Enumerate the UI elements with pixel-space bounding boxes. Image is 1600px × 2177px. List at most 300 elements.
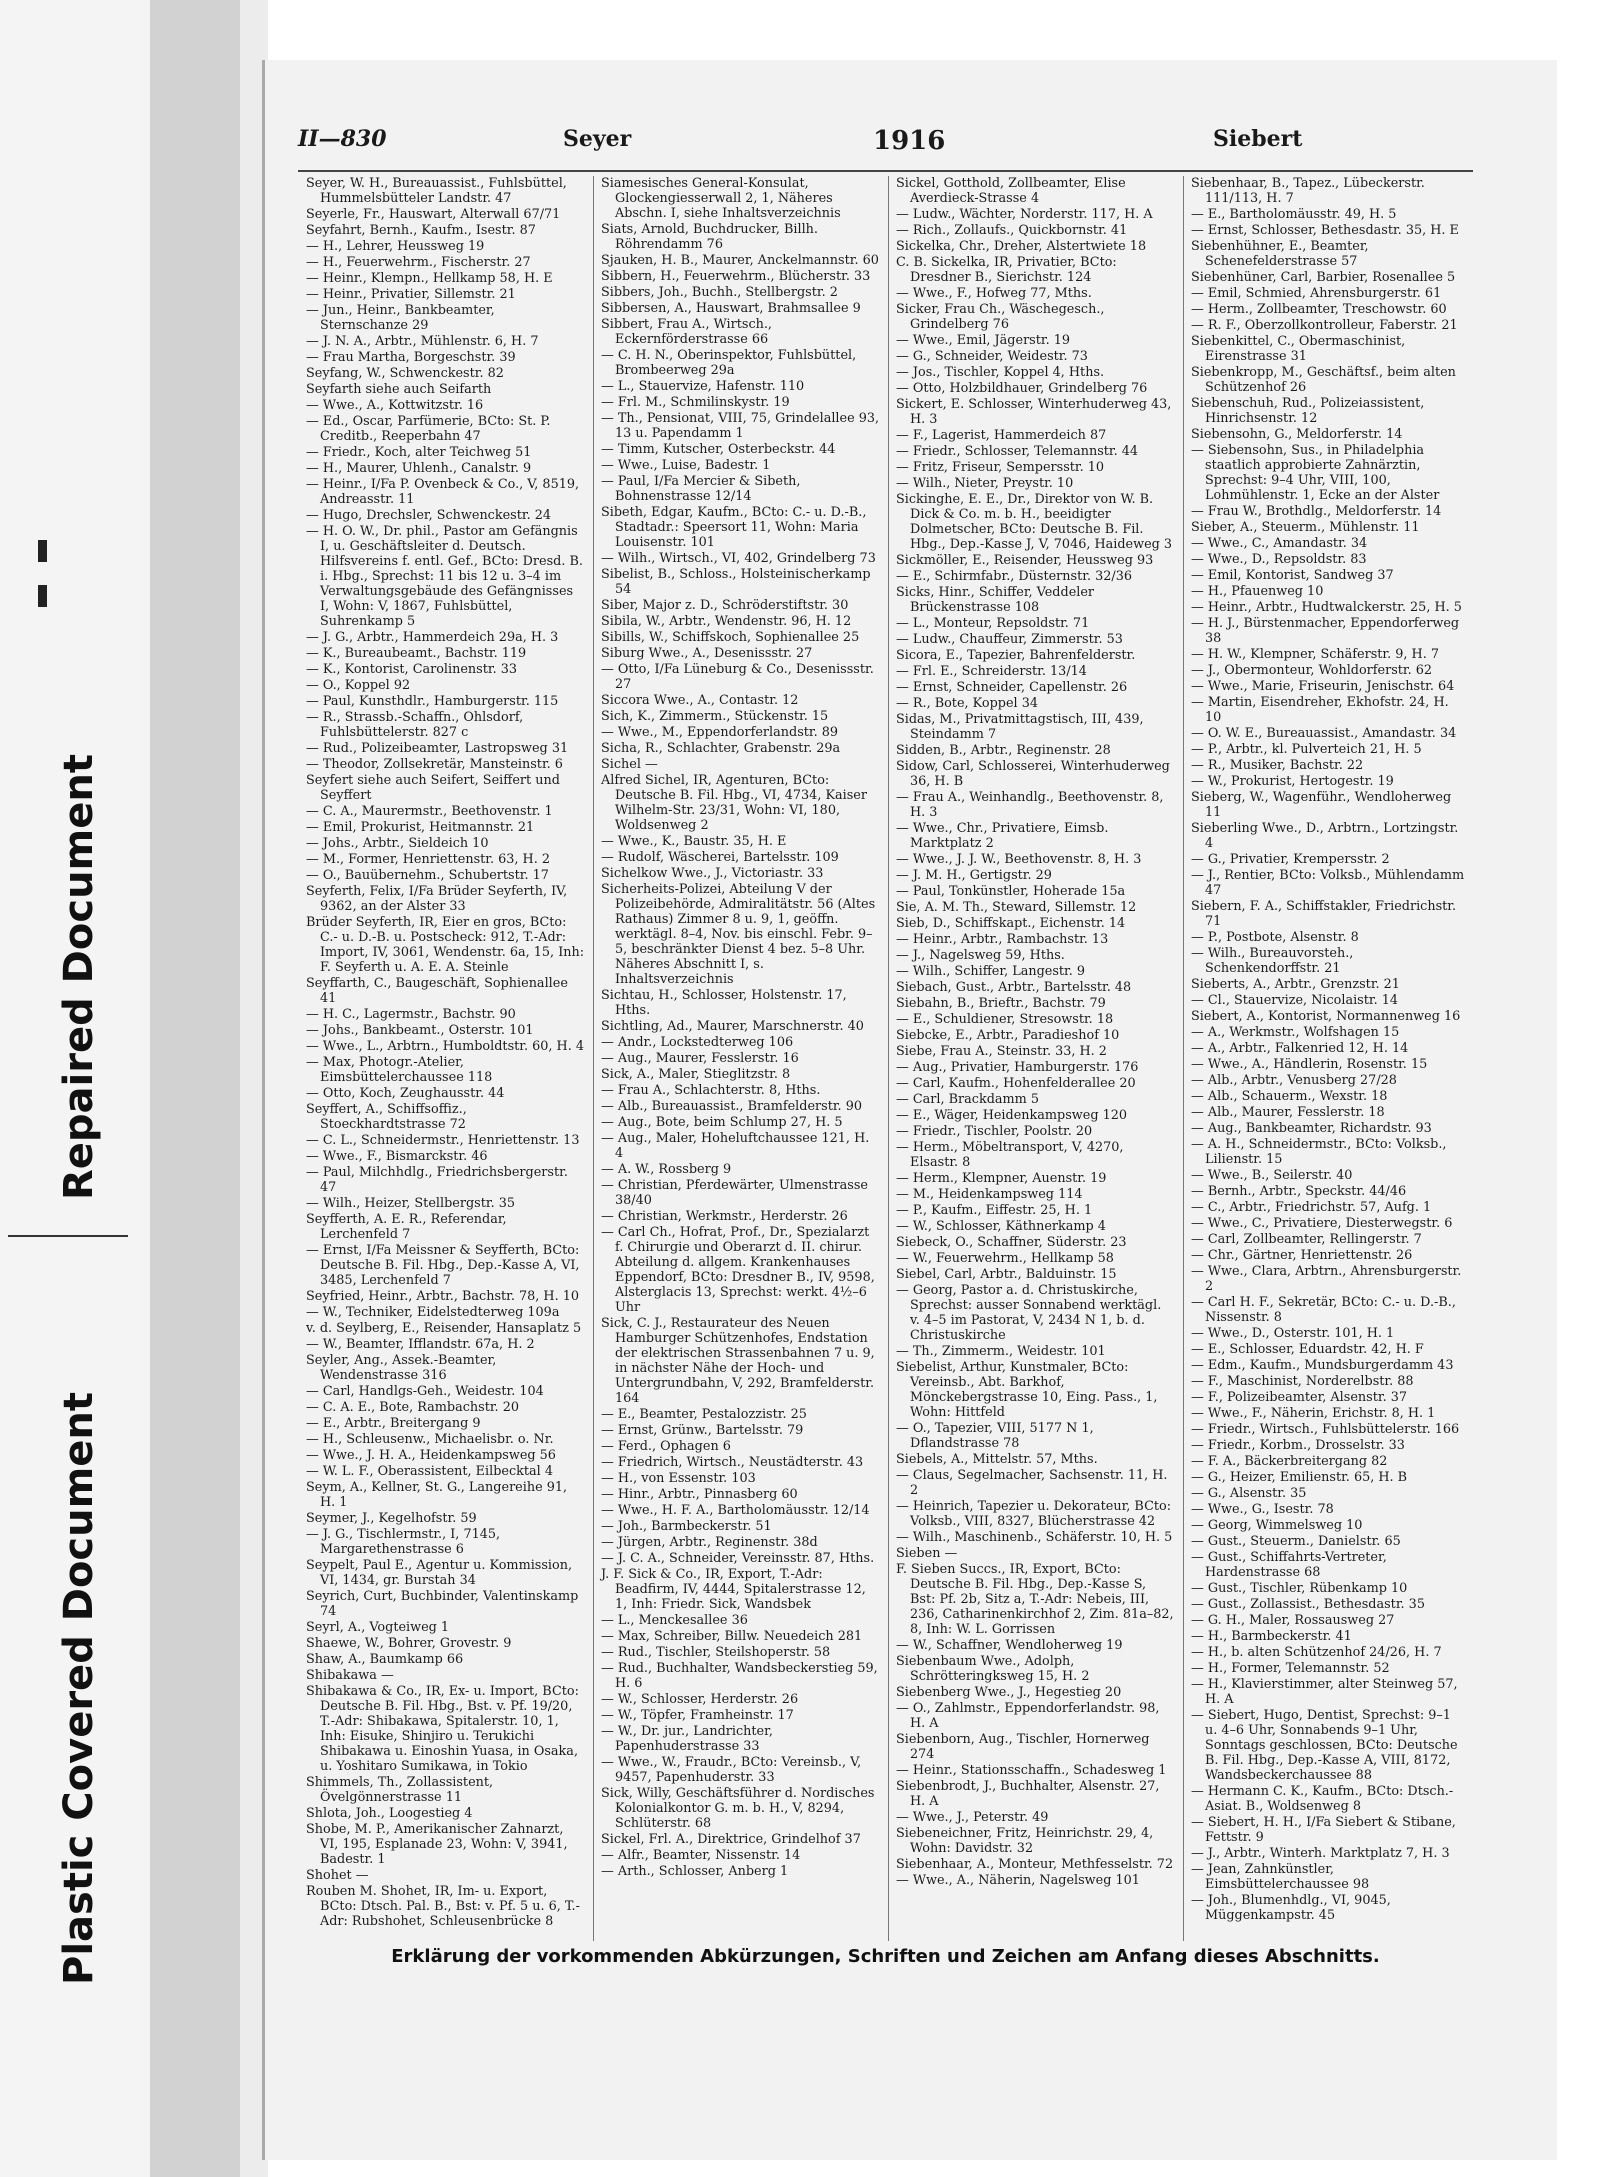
directory-entry: — Wwe., Emil, Jägerstr. 19 <box>896 333 1071 348</box>
directory-column-1 <box>298 176 593 1941</box>
directory-entry: Seyfferth, A. E. R., Referendar, Lerchenfeld 7 <box>306 1212 507 1242</box>
directory-entry: — Ferd., Ophagen 6 <box>601 1439 731 1454</box>
directory-entry: — Heinr., Klempn., Hellkamp 58, H. E <box>306 271 553 286</box>
directory-entry: — E., Wäger, Heidenkampsweg 120 <box>896 1108 1128 1123</box>
directory-entry: — Wwe., A., Händlerin, Rosenstr. 15 <box>1191 1057 1428 1072</box>
directory-entry: Siebenhaar, A., Monteur, Methfesselstr. 72 <box>896 1857 1174 1872</box>
directory-entry: — Georg, Wimmelsweg 10 <box>1191 1518 1363 1533</box>
directory-entry: Seyfang, W., Schwenckestr. 82 <box>306 366 504 381</box>
directory-entry: — G., Heizer, Emilienstr. 65, H. B <box>1191 1470 1408 1485</box>
directory-entry: — Frau A., Weinhandlg., Beethovenstr. 8, H. 3 <box>896 790 1164 820</box>
directory-entry: — Carl, Zollbeamter, Rellingerstr. 7 <box>1191 1232 1422 1247</box>
directory-entry: — C. A. E., Bote, Rambachstr. 20 <box>306 1400 519 1415</box>
directory-entry: — Wwe., A., Näherin, Nagelsweg 101 <box>896 1873 1140 1888</box>
directory-entry: Brüder Seyferth, IR, Eier en gros, BCto: C.- u. D.-B. u. Postscheck: 912, T.-Adr: Import, IV, 3061, Wendenstr. 6a, 15, Inh: F. Seyferth u. A. E. A. Steinle <box>306 915 585 975</box>
directory-entry: — W., Schaffner, Wendloherweg 19 <box>896 1638 1123 1653</box>
directory-entry: — Wwe., B., Seilerstr. 40 <box>1191 1168 1353 1183</box>
directory-entry: Siburg Wwe., A., Desenissstr. 27 <box>601 646 813 661</box>
directory-entry: Seym, A., Kellner, St. G., Langereihe 91, H. 1 <box>306 1480 568 1510</box>
directory-entry: — H. W., Klempner, Schäferstr. 9, H. 7 <box>1191 647 1439 662</box>
directory-entry: Seyfarth siehe auch Seifarth <box>306 382 492 397</box>
directory-entry: — Christian, Werkmstr., Herderstr. 26 <box>601 1209 848 1224</box>
directory-entry: — Friedr., Koch, alter Teichweg 51 <box>306 445 532 460</box>
directory-entry: — J. G., Arbtr., Hammerdeich 29a, H. 3 <box>306 630 559 645</box>
directory-entry: — G., Schneider, Weidestr. 73 <box>896 349 1088 364</box>
directory-entry: Sichelkow Wwe., J., Victoriastr. 33 <box>601 866 824 881</box>
directory-entry: — Friedr., Schlosser, Telemannstr. 44 <box>896 444 1139 459</box>
directory-entry: — Hinr., Arbtr., Pinnasberg 60 <box>601 1487 798 1502</box>
directory-entry: Siebelist, Arthur, Kunstmaler, BCto: Vereinsb., Abt. Barkhof, Mönckebergstrasse 10, Eing. Pass., 1, Wohn: Hittfeld <box>896 1360 1158 1420</box>
directory-entry: Sibila, W., Arbtr., Wendenstr. 96, H. 12 <box>601 614 852 629</box>
directory-entry: Sidow, Carl, Schlosserei, Winterhuderweg 36, H. B <box>896 759 1170 789</box>
directory-entry: — Wwe., J., Peterstr. 49 <box>896 1810 1049 1825</box>
directory-entry: Sicha, R., Schlachter, Grabenstr. 29a <box>601 741 841 756</box>
directory-entry: Sickel, Frl. A., Direktrice, Grindelhof 37 <box>601 1832 861 1847</box>
directory-entry: — J., Obermonteur, Wohldorferstr. 62 <box>1191 663 1433 678</box>
directory-entry: — Heinr., Arbtr., Hudtwalckerstr. 25, H. 5 <box>1191 600 1462 615</box>
directory-entry: Siebahn, B., Brieftr., Bachstr. 79 <box>896 996 1106 1011</box>
directory-entry: — Gust., Tischler, Rübenkamp 10 <box>1191 1581 1408 1596</box>
directory-entry: Sibbersen, A., Hauswart, Brahmsallee 9 <box>601 301 861 316</box>
directory-entry: Shohet — <box>306 1868 369 1883</box>
directory-entry: Sidas, M., Privatmittagstisch, III, 439, Steindamm 7 <box>896 712 1144 742</box>
directory-entry: — Wwe., K., Baustr. 35, H. E <box>601 834 787 849</box>
directory-entry: Siebenhüner, Carl, Barbier, Rosenallee 5 <box>1191 270 1456 285</box>
directory-entry: Siebenhaar, B., Tapez., Lübeckerstr. 111/113, H. 7 <box>1191 176 1425 206</box>
directory-entry: — R., Bote, Koppel 34 <box>896 696 1038 711</box>
directory-entry: — Wwe., H. F. A., Bartholomäusstr. 12/14 <box>601 1503 870 1518</box>
directory-entry: Sibbers, Joh., Buchh., Stellbergstr. 2 <box>601 285 838 300</box>
directory-entry: — Johs., Bankbeamt., Osterstr. 101 <box>306 1023 534 1038</box>
directory-entry: — W., Prokurist, Hertogestr. 19 <box>1191 774 1394 789</box>
directory-entry: — W., Feuerwehrm., Hellkamp 58 <box>896 1251 1114 1266</box>
directory-entry: — W. L. F., Oberassistent, Eilbecktal 4 <box>306 1464 553 1479</box>
directory-entry: — Carl Ch., Hofrat, Prof., Dr., Spezialarzt f. Chirurgie und Oberarzt d. II. chirur. Abteilung d. allgem. Krankenhauses Eppendorf, BCto: Dresdner B., IV, 9598, Alsterglacis 13, Sprechst: werkt. 4½–6 Uhr <box>601 1225 875 1315</box>
directory-entry: — G. H., Maler, Rossausweg 27 <box>1191 1613 1395 1628</box>
directory-entry: — Gust., Schiffahrts-Vertreter, Hardenstrasse 68 <box>1191 1550 1387 1580</box>
directory-entry: — Wwe., Chr., Privatiere, Eimsb. Marktplatz 2 <box>896 821 1109 851</box>
directory-entry: Sick, C. J., Restaurateur des Neuen Hamburger Schützenhofes, Endstation der elektrischen Strassenbahnen 7 u. 9, in nächster Nähe der Hoch- und Untergrundbahn, V, 292, Bramfelderstr. 164 <box>601 1316 875 1406</box>
directory-entry: Sieb, D., Schiffskapt., Eichenstr. 14 <box>896 916 1126 931</box>
directory-entry: — H., Maurer, Uhlenh., Canalstr. 9 <box>306 461 532 476</box>
directory-entry: Sickel, Gotthold, Zollbeamter, Elise Averdieck-Strasse 4 <box>896 176 1126 206</box>
directory-entry: — Joh., Barmbeckerstr. 51 <box>601 1519 772 1534</box>
directory-entry: Siamesisches General-Konsulat, Glockengiesserwall 2, 1, Näheres Abschn. I, siehe Inhaltsverzeichnis <box>601 176 841 221</box>
directory-entry: Sieben — <box>896 1546 958 1561</box>
directory-entry: — Alb., Schauerm., Wexstr. 18 <box>1191 1089 1388 1104</box>
directory-entry: — Wilh., Heizer, Stellbergstr. 35 <box>306 1196 515 1211</box>
directory-entry: Sickinghe, E. E., Dr., Direktor von W. B. Dick & Co. m. b. H., beeidigter Dolmetscher, BCto: Deutsche B. Fil. Hbg., Dep.-Kasse J, V, 7046, Haideweg 3 <box>896 492 1173 552</box>
directory-entry: — Carl, Brackdamm 5 <box>896 1092 1040 1107</box>
directory-entry: — C. A., Maurermstr., Beethovenstr. 1 <box>306 804 553 819</box>
directory-entry: Seymer, J., Kegelhofstr. 59 <box>306 1511 477 1526</box>
header-first-name: Seyer <box>563 126 632 152</box>
directory-entry: — Timm, Kutscher, Osterbeckstr. 44 <box>601 442 836 457</box>
directory-entry: — Ed., Oscar, Parfümerie, BCto: St. P. Creditb., Reeperbahn 47 <box>306 414 551 444</box>
directory-entry: — Th., Pensionat, VIII, 75, Grindelallee 93, 13 u. Papendamm 1 <box>601 411 880 441</box>
directory-entry: Shaw, A., Baumkamp 66 <box>306 1652 464 1667</box>
directory-entry: — Johs., Arbtr., Sieldeich 10 <box>306 836 489 851</box>
directory-entry: — Edm., Kaufm., Mundsburgerdamm 43 <box>1191 1358 1454 1373</box>
directory-entry: — H. O. W., Dr. phil., Pastor am Gefängnis I, u. Geschäftsleiter d. Deutsch. Hilfsvereins f. entl. Gef., BCto: Dresd. B. i. Hbg., Sprechst: 11 bis 12 u. 3–4 im Verwaltungsgebäude des Gefängnisses I, Wohn: V, 1867, Fuhlsbüttel, Suhrenkamp 5 <box>306 524 583 629</box>
directory-entry: Sibelist, B., Schloss., Holsteinischerkamp 54 <box>601 567 871 597</box>
directory-entry: — Wilh., Maschinenb., Schäferstr. 10, H. 5 <box>896 1530 1173 1545</box>
directory-entry: — Chr., Gärtner, Henriettenstr. 26 <box>1191 1248 1413 1263</box>
directory-entry: — Hermann C. K., Kaufm., BCto: Dtsch.-Asiat. B., Woldsenweg 8 <box>1191 1784 1454 1814</box>
directory-entry: Sichtau, H., Schlosser, Holstenstr. 17, Hths. <box>601 988 847 1018</box>
directory-entry: — Bernh., Arbtr., Speckstr. 44/46 <box>1191 1184 1407 1199</box>
directory-entry: — P., Postbote, Alsenstr. 8 <box>1191 930 1359 945</box>
label-repaired-document: Repaired Document <box>56 754 102 1200</box>
abbreviations-note: Erklärung der vorkommenden Abkürzungen, Schriften und Zeichen am Anfang dieses Abschnitts. <box>391 1946 1380 1967</box>
directory-entry: — Frau A., Schlachterstr. 8, Hths. <box>601 1083 821 1098</box>
directory-entry: Seyffert, A., Schiffsoffiz., Stoeckhardtstrasse 72 <box>306 1102 467 1132</box>
directory-entry: — Paul, Tonkünstler, Hoherade 15a <box>896 884 1126 899</box>
directory-entry: — Wwe., F., Hofweg 77, Mths. <box>896 286 1092 301</box>
directory-entry: — Gust., Zollassist., Bethesdastr. 35 <box>1191 1597 1425 1612</box>
directory-entry: — Friedr., Korbm., Drosselstr. 33 <box>1191 1438 1405 1453</box>
directory-entry: J. F. Sick & Co., IR, Export, T.-Adr: Beadfirm, IV, 4444, Spitalerstrasse 12, 1, Inh: Friedr. Sick, Wandsbek <box>601 1567 866 1612</box>
directory-entry: — A., Werkmstr., Wolfshagen 15 <box>1191 1025 1400 1040</box>
directory-entry: — E., Beamter, Pestalozzistr. 25 <box>601 1407 807 1422</box>
directory-entry: — Max, Photogr.-Atelier, Eimsbüttelerchaussee 118 <box>306 1055 493 1085</box>
directory-entry: Seypelt, Paul E., Agentur u. Kommission, VI, 1434, gr. Burstah 34 <box>306 1558 573 1588</box>
directory-entry: — Siebert, Hugo, Dentist, Sprechst: 9–1 u. 4–6 Uhr, Sonnabends 9–1 Uhr, Sonntags geschlossen, BCto: Deutsche B. Fil. Hbg., Dep.-Kasse A, VIII, 8172, Wandsbeckerchaussee 88 <box>1191 1708 1458 1783</box>
directory-entry: Siebcke, E., Arbtr., Paradieshof 10 <box>896 1028 1120 1043</box>
directory-entry: — Wilh., Wirtsch., VI, 402, Grindelberg 73 <box>601 551 876 566</box>
directory-entry: — F. A., Bäckerbreitergang 82 <box>1191 1454 1388 1469</box>
directory-entry: — Friedr., Tischler, Poolstr. 20 <box>896 1124 1093 1139</box>
directory-entry: Sidden, B., Arbtr., Reginenstr. 28 <box>896 743 1111 758</box>
directory-entry: — Fritz, Friseur, Sempersstr. 10 <box>896 460 1105 475</box>
directory-entry: — Otto, Koch, Zeughausstr. 44 <box>306 1086 505 1101</box>
directory-entry: — Joh., Blumenhdlg., VI, 9045, Müggenkampstr. 45 <box>1191 1893 1391 1923</box>
directory-entry: — Jun., Heinr., Bankbeamter, Sternschanze 29 <box>306 303 495 333</box>
directory-entry: — Aug., Bankbeamter, Richardstr. 93 <box>1191 1121 1432 1136</box>
directory-entry: — Ernst, Schneider, Capellenstr. 26 <box>896 680 1128 695</box>
margin-strip-gray <box>150 0 240 2177</box>
directory-entry: — J. M. H., Gertigstr. 29 <box>896 868 1052 883</box>
directory-entry: — Friedr., Wirtsch., Fuhlsbüttelerstr. 166 <box>1191 1422 1460 1437</box>
directory-entry: — L., Stauervize, Hafenstr. 110 <box>601 379 805 394</box>
directory-entry: — Carl, Handlgs-Geh., Weidestr. 104 <box>306 1384 544 1399</box>
directory-entry: — Wilh., Nieter, Preystr. 10 <box>896 476 1074 491</box>
directory-entry: Siebenkittel, C., Obermaschinist, Eirenstrasse 31 <box>1191 334 1406 364</box>
directory-entry: — Heinr., I/Fa P. Ovenbeck & Co., V, 8519, Andreasstr. 11 <box>306 477 580 507</box>
directory-entry: Seyerle, Fr., Hauswart, Alterwall 67/71 <box>306 207 561 222</box>
directory-entry: Shlota, Joh., Loogestieg 4 <box>306 1806 473 1821</box>
directory-entry: — Aug., Bote, beim Schlump 27, H. 5 <box>601 1115 843 1130</box>
directory-entry: — J. N. A., Arbtr., Mühlenstr. 6, H. 7 <box>306 334 539 349</box>
directory-entry: Seyler, Ang., Assek.-Beamter, Wendenstrasse 316 <box>306 1353 497 1383</box>
directory-entry: Sicker, Frau Ch., Wäschegesch., Grindelberg 76 <box>896 302 1105 332</box>
directory-entry: — F., Lagerist, Hammerdeich 87 <box>896 428 1107 443</box>
directory-entry: Shibakawa — <box>306 1668 394 1683</box>
directory-entry: Siebach, Gust., Arbtr., Bartelsstr. 48 <box>896 980 1132 995</box>
directory-entry: — Wwe., D., Osterstr. 101, H. 1 <box>1191 1326 1395 1341</box>
directory-entry: Sieberg, W., Wagenführ., Wendloherweg 11 <box>1191 790 1452 820</box>
directory-entry: — H., von Essenstr. 103 <box>601 1471 756 1486</box>
directory-entry: Siebenschuh, Rud., Polizeiassistent, Hinrichsenstr. 12 <box>1191 396 1425 426</box>
directory-entry: — Wilh., Bureauvorsteh., Schenkendorffstr. 21 <box>1191 946 1354 976</box>
directory-entry: — K., Kontorist, Carolinenstr. 33 <box>306 662 518 677</box>
directory-column-2 <box>593 176 888 1941</box>
directory-entry: — E., Schlosser, Eduardstr. 42, H. F <box>1191 1342 1424 1357</box>
directory-entry: Sibbert, Frau A., Wirtsch., Eckernförderstrasse 66 <box>601 317 772 347</box>
directory-entry: — Wwe., J. H. A., Heidenkampsweg 56 <box>306 1448 556 1463</box>
directory-entry: — J., Nagelsweg 59, Hths. <box>896 948 1065 963</box>
margin-dash-mark <box>38 585 47 607</box>
directory-entry: — H., Pfauenweg 10 <box>1191 584 1324 599</box>
directory-entry: — Aug., Maurer, Fesslerstr. 16 <box>601 1051 799 1066</box>
header-last-name: Siebert <box>1213 126 1303 152</box>
header-year: 1916 <box>873 126 946 156</box>
directory-entry: — Jean, Zahnkünstler, Eimsbüttelerchaussee 98 <box>1191 1862 1370 1892</box>
directory-entry: — Alb., Bureauassist., Bramfelderstr. 90 <box>601 1099 862 1114</box>
directory-entry: Siebenkropp, M., Geschäftsf., beim alten Schützenhof 26 <box>1191 365 1456 395</box>
directory-entry: — Herm., Zollbeamter, Treschowstr. 60 <box>1191 302 1447 317</box>
directory-entry: — L., Menckesallee 36 <box>601 1613 748 1628</box>
directory-entry: Seyfert siehe auch Seifert, Seiffert und Seyffert <box>306 773 560 803</box>
directory-entry: — Wwe., F., Bismarckstr. 46 <box>306 1149 488 1164</box>
directory-entry: — Paul, Milchhdlg., Friedrichsbergerstr. 47 <box>306 1165 568 1195</box>
directory-entry: — Heinr., Privatier, Sillemstr. 21 <box>306 287 516 302</box>
directory-entry: — R., Musiker, Bachstr. 22 <box>1191 758 1364 773</box>
directory-entry: Seyrich, Curt, Buchbinder, Valentinskamp 74 <box>306 1589 579 1619</box>
header-rule <box>298 170 1473 172</box>
directory-entry: — Heinrich, Tapezier u. Dekorateur, BCto: Volksb., VIII, 8327, Blücherstrasse 42 <box>896 1499 1172 1529</box>
directory-entry: — M., Former, Henriettenstr. 63, H. 2 <box>306 852 550 867</box>
label-plastic-covered-document: Plastic Covered Document <box>56 1391 102 1985</box>
directory-entry: — Wwe., J. J. W., Beethovenstr. 8, H. 3 <box>896 852 1142 867</box>
directory-entry: Sich, K., Zimmerm., Stückenstr. 15 <box>601 709 829 724</box>
directory-entry: — Carl, Kaufm., Hohenfelderallee 20 <box>896 1076 1136 1091</box>
directory-entry: Siber, Major z. D., Schröderstiftstr. 30 <box>601 598 849 613</box>
directory-entry: — Alb., Maurer, Fesslerstr. 18 <box>1191 1105 1385 1120</box>
directory-entry: — Claus, Segelmacher, Sachsenstr. 11, H. 2 <box>896 1468 1168 1498</box>
running-header <box>298 120 1473 166</box>
directory-entry: Sieber, A., Steuerm., Mühlenstr. 11 <box>1191 520 1420 535</box>
directory-entry: Seyrl, A., Vogteiweg 1 <box>306 1620 450 1635</box>
directory-entry: — H., Barmbeckerstr. 41 <box>1191 1629 1352 1644</box>
directory-entry: — Andr., Lockstedterweg 106 <box>601 1035 794 1050</box>
directory-column-4 <box>1183 176 1473 1941</box>
directory-entry: — Rich., Zollaufs., Quickbornstr. 41 <box>896 223 1128 238</box>
directory-entry: — C. L., Schneidermstr., Henriettenstr. 13 <box>306 1133 580 1148</box>
directory-entry: — R. F., Oberzollkontrolleur, Faberstr. 21 <box>1191 318 1458 333</box>
directory-columns <box>298 176 1473 1941</box>
directory-entry: Siebenbaum Wwe., Adolph, Schrötteringksweg 15, H. 2 <box>896 1654 1090 1684</box>
directory-entry: Siebe, Frau A., Steinstr. 33, H. 2 <box>896 1044 1107 1059</box>
side-divider <box>8 1235 128 1237</box>
directory-entry: Shaewe, W., Bohrer, Grovestr. 9 <box>306 1636 512 1651</box>
directory-entry: Sicherheits-Polizei, Abteilung V der Polizeibehörde, Admiralitätstr. 56 (Altes Rathaus) Zimmer 8 u. 9, 1, geöffn. werktägl. 8–4, Nov. bis einschl. Febr. 9–5, beschränkter Dienst 4 bez. 5–8 Uhr. Näheres Abschnitt I, s. Inhaltsverzeichnis <box>601 882 876 987</box>
directory-entry: Shobe, M. P., Amerikanischer Zahnarzt, VI, 195, Esplanade 23, Wohn: V, 3941, Badestr. 1 <box>306 1822 568 1867</box>
directory-entry: — Herm., Möbeltransport, V, 4270, Elsastr. 8 <box>896 1140 1124 1170</box>
directory-entry: — Th., Zimmerm., Weidestr. 101 <box>896 1344 1106 1359</box>
directory-entry: — Siebensohn, Sus., in Philadelphia staatlich approbierte Zahnärztin, Sprechst: 9–4 Uhr, VIII, 100, Lohmühlenstr. 1, Ecke an der Alster <box>1191 443 1440 503</box>
directory-entry: — W., Schlosser, Herderstr. 26 <box>601 1692 799 1707</box>
directory-entry: Siccora Wwe., A., Contastr. 12 <box>601 693 799 708</box>
directory-entry: — M., Heidenkampsweg 114 <box>896 1187 1083 1202</box>
directory-entry: Sickelka, Chr., Dreher, Alstertwiete 18 <box>896 239 1147 254</box>
directory-entry: — Georg, Pastor a. d. Christuskirche, Sprechst: ausser Sonnabend werktägl. v. 4–5 im Pastorat, V, 2434 N 1, b. d. Christuskirche <box>896 1283 1162 1343</box>
directory-entry: — W., Töpfer, Framheinstr. 17 <box>601 1708 794 1723</box>
directory-entry: — H., Klavierstimmer, alter Steinweg 57, H. A <box>1191 1677 1458 1707</box>
directory-entry: — Herm., Klempner, Auenstr. 19 <box>896 1171 1107 1186</box>
directory-entry: — Wwe., C., Privatiere, Diesterwegstr. 6 <box>1191 1216 1453 1231</box>
directory-entry: — E., Schirmfabr., Düsternstr. 32/36 <box>896 569 1132 584</box>
directory-entry: — Heinr., Arbtr., Rambachstr. 13 <box>896 932 1109 947</box>
directory-entry: — O., Zahlmstr., Eppendorferlandstr. 98, H. A <box>896 1701 1160 1731</box>
directory-entry: Siats, Arnold, Buchdrucker, Billh. Röhrendamm 76 <box>601 222 818 252</box>
directory-entry: — P., Kaufm., Eiffestr. 25, H. 1 <box>896 1203 1093 1218</box>
directory-entry: v. d. Seylberg, E., Reisender, Hansaplatz 5 <box>306 1321 582 1336</box>
directory-entry: — Emil, Kontorist, Sandweg 37 <box>1191 568 1394 583</box>
directory-entry: — Otto, Holzbildhauer, Grindelberg 76 <box>896 381 1148 396</box>
directory-entry: — Rud., Polizeibeamter, Lastropsweg 31 <box>306 741 569 756</box>
directory-entry: — C. H. N., Oberinspektor, Fuhlsbüttel, Brombeerweg 29a <box>601 348 857 378</box>
directory-entry: — O. W. E., Bureauassist., Amandastr. 34 <box>1191 726 1457 741</box>
directory-entry: — A. H., Schneidermstr., BCto: Volksb., Lilienstr. 15 <box>1191 1137 1447 1167</box>
directory-entry: — Ludw., Wächter, Norderstr. 117, H. A <box>896 207 1153 222</box>
directory-entry: — W., Schlosser, Käthnerkamp 4 <box>896 1219 1106 1234</box>
directory-entry: — Wwe., Marie, Friseurin, Jenischstr. 64 <box>1191 679 1455 694</box>
margin-dash-mark <box>38 540 47 562</box>
directory-entry: — J., Rentier, BCto: Volksb., Mühlendamm 47 <box>1191 868 1465 898</box>
directory-entry: Sickert, E. Schlosser, Winterhuderweg 43, H. 3 <box>896 397 1172 427</box>
directory-entry: — Aug., Maler, Hoheluftchaussee 121, H. 4 <box>601 1131 870 1161</box>
directory-entry: — O., Tapezier, VIII, 5177 N 1, Dflandstrasse 78 <box>896 1421 1094 1451</box>
directory-entry: — W., Techniker, Eidelstedterweg 109a <box>306 1305 560 1320</box>
directory-entry: — F., Maschinist, Norderelbstr. 88 <box>1191 1374 1414 1389</box>
directory-entry: — Wwe., W., Fraudr., BCto: Vereinsb., V, 9457, Papenhuderstr. 33 <box>601 1755 862 1785</box>
directory-entry: — Paul, I/Fa Mercier & Sibeth, Bohnenstrasse 12/14 <box>601 474 801 504</box>
directory-entry: — O., Bauübernehm., Schubertstr. 17 <box>306 868 549 883</box>
directory-entry: — Emil, Prokurist, Heitmannstr. 21 <box>306 820 535 835</box>
directory-entry: — H., Former, Telemannstr. 52 <box>1191 1661 1390 1676</box>
directory-entry: Sieberling Wwe., D., Arbtrn., Lortzingstr. 4 <box>1191 821 1459 851</box>
directory-entry: — Wwe., C., Amandastr. 34 <box>1191 536 1368 551</box>
directory-entry: — H., Lehrer, Heussweg 19 <box>306 239 485 254</box>
directory-entry: — Ludw., Chauffeur, Zimmerstr. 53 <box>896 632 1123 647</box>
directory-entry: Sicora, E., Tapezier, Bahrenfelderstr. <box>896 648 1136 663</box>
directory-entry: — Max, Schreiber, Billw. Neuedeich 281 <box>601 1629 863 1644</box>
directory-entry: Sibills, W., Schiffskoch, Sophienallee 25 <box>601 630 860 645</box>
directory-entry: — C., Arbtr., Friedrichstr. 57, Aufg. 1 <box>1191 1200 1432 1215</box>
directory-entry: — Wwe., A., Kottwitzstr. 16 <box>306 398 484 413</box>
directory-entry: Sibbern, H., Feuerwehrm., Blücherstr. 33 <box>601 269 871 284</box>
directory-entry: — O., Koppel 92 <box>306 678 411 693</box>
directory-entry: Seyffarth, C., Baugeschäft, Sophienallee 41 <box>306 976 568 1006</box>
directory-entry: — K., Bureaubeamt., Bachstr. 119 <box>306 646 527 661</box>
directory-entry: — Wwe., G., Isestr. 78 <box>1191 1502 1334 1517</box>
directory-entry: — L., Monteur, Repsoldstr. 71 <box>896 616 1090 631</box>
directory-entry: Seyfried, Heinr., Arbtr., Bachstr. 78, H. 10 <box>306 1289 580 1304</box>
directory-entry: — Wwe., D., Repsoldstr. 83 <box>1191 552 1367 567</box>
directory-entry: — G., Privatier, Krempersstr. 2 <box>1191 852 1390 867</box>
directory-entry: — Wwe., Clara, Arbtrn., Ahrensburgerstr. 2 <box>1191 1264 1462 1294</box>
column-divider <box>1183 176 1184 1941</box>
directory-entry: — Wwe., F., Näherin, Erichstr. 8, H. 1 <box>1191 1406 1436 1421</box>
directory-entry: Siebels, A., Mittelstr. 57, Mths. <box>896 1452 1098 1467</box>
directory-entry: — H., Schleusenw., Michaelisbr. o. Nr. <box>306 1432 554 1447</box>
directory-entry: Seyferth, Felix, I/Fa Brüder Seyferth, IV, 9362, an der Alster 33 <box>306 884 568 914</box>
directory-entry: Siebenhühner, E., Beamter, Schenefelderstrasse 57 <box>1191 239 1369 269</box>
directory-entry: — W., Dr. jur., Landrichter, Papenhuderstrasse 33 <box>601 1724 773 1754</box>
directory-entry: — Siebert, H. H., I/Fa Siebert & Stibane, Fettstr. 9 <box>1191 1815 1456 1845</box>
directory-entry: — Frau Martha, Borgeschstr. 39 <box>306 350 516 365</box>
directory-entry: — H. J., Bürstenmacher, Eppendorferweg 38 <box>1191 616 1460 646</box>
directory-entry: Alfred Sichel, IR, Agenturen, BCto: Deutsche B. Fil. Hbg., VI, 4734, Kaiser Wilhelm-Str. 23/31, Wohn: VI, 180, Woldsenweg 2 <box>601 773 867 833</box>
directory-entry: — Wwe., L., Arbtrn., Humboldtstr. 60, H. 4 <box>306 1039 584 1054</box>
directory-entry: — Jürgen, Arbtr., Reginenstr. 38d <box>601 1535 818 1550</box>
directory-entry: — H., Feuerwehrm., Fischerstr. 27 <box>306 255 531 270</box>
directory-entry: — Heinr., Stationsschaffn., Schadesweg 1 <box>896 1763 1167 1778</box>
directory-entry: — Friedrich, Wirtsch., Neustädterstr. 43 <box>601 1455 864 1470</box>
directory-entry: — H., b. alten Schützenhof 24/26, H. 7 <box>1191 1645 1442 1660</box>
directory-entry: — Martin, Eisendreher, Ekhofstr. 24, H. 10 <box>1191 695 1449 725</box>
directory-entry: Sicks, Hinr., Schiffer, Veddeler Brückenstrasse 108 <box>896 585 1095 615</box>
directory-entry: Sick, Willy, Geschäftsführer d. Nordisches Kolonialkontor G. m. b. H., V, 8294, Schlüterstr. 68 <box>601 1786 875 1831</box>
directory-entry: — E., Bartholomäusstr. 49, H. 5 <box>1191 207 1397 222</box>
directory-entry: Siebeck, O., Schaffner, Süderstr. 23 <box>896 1235 1127 1250</box>
directory-entry: Siebel, Carl, Arbtr., Balduinstr. 15 <box>896 1267 1117 1282</box>
directory-entry: — Aug., Privatier, Hamburgerstr. 176 <box>896 1060 1139 1075</box>
directory-entry: Siebeneichner, Fritz, Heinrichstr. 29, 4, Wohn: Davidstr. 32 <box>896 1826 1154 1856</box>
directory-entry: — G., Alsenstr. 35 <box>1191 1486 1307 1501</box>
directory-column-3 <box>888 176 1183 1941</box>
directory-entry: Sieberts, A., Arbtr., Grenzstr. 21 <box>1191 977 1400 992</box>
directory-entry: — W., Beamter, Ifflandstr. 67a, H. 2 <box>306 1337 535 1352</box>
directory-entry: — Hugo, Drechsler, Schwenckestr. 24 <box>306 508 552 523</box>
directory-entry: — Alb., Arbtr., Venusberg 27/28 <box>1191 1073 1397 1088</box>
directory-entry: Sjauken, H. B., Maurer, Anckelmannstr. 60 <box>601 253 879 268</box>
directory-entry: Shibakawa & Co., IR, Ex- u. Import, BCto: Deutsche B. Fil. Hbg., Bst. v. Pf. 19/20, T.-Adr: Shibakawa, Spitalerstr. 10, 1, Inh: Eisuke, Shinjiro u. Terukichi Shibakawa u. Einoshin Yuasa, in Osaka, u. Yoshitaro Sumikawa, in Tokio <box>306 1684 579 1774</box>
directory-entry: — R., Strassb.-Schaffn., Ohlsdorf, Fuhlsbüttelerstr. 827 c <box>306 710 524 740</box>
directory-entry: — Alfr., Beamter, Nissenstr. 14 <box>601 1848 801 1863</box>
directory-entry: Siebenbrodt, J., Buchhalter, Alsenstr. 27, H. A <box>896 1779 1160 1809</box>
directory-entry: — H. C., Lagermstr., Bachstr. 90 <box>306 1007 516 1022</box>
directory-entry: — P., Arbtr., kl. Pulverteich 21, H. 5 <box>1191 742 1422 757</box>
directory-entry: Seyer, W. H., Bureauassist., Fuhlsbüttel, Hummelsbütteler Landstr. 47 <box>306 176 567 206</box>
directory-entry: — Wilh., Schiffer, Langestr. 9 <box>896 964 1086 979</box>
directory-entry: — Ernst, I/Fa Meissner & Seyfferth, BCto: Deutsche B. Fil. Hbg., Dep.-Kasse A, VI, 3485, Lerchenfeld 7 <box>306 1243 580 1288</box>
directory-entry: — A. W., Rossberg 9 <box>601 1162 732 1177</box>
directory-entry: Seyfahrt, Bernh., Kaufm., Isestr. 87 <box>306 223 536 238</box>
directory-entry: — Cl., Stauervize, Nicolaistr. 14 <box>1191 993 1399 1008</box>
directory-entry: Sichel — <box>601 757 658 772</box>
directory-entry: Sickmöller, E., Reisender, Heussweg 93 <box>896 553 1154 568</box>
page-number: II—830 <box>298 126 387 152</box>
directory-entry: — Rud., Buchhalter, Wandsbeckerstieg 59, H. 6 <box>601 1661 878 1691</box>
directory-entry: — J. C. A., Schneider, Vereinsstr. 87, Hths. <box>601 1551 875 1566</box>
directory-entry: Sick, A., Maler, Stieglitzstr. 8 <box>601 1067 791 1082</box>
directory-entry: — Wwe., Luise, Badestr. 1 <box>601 458 771 473</box>
directory-entry: — J. G., Tischlermstr., I, 7145, Margarethenstrasse 6 <box>306 1527 501 1557</box>
directory-entry: — Wwe., M., Eppendorferlandstr. 89 <box>601 725 839 740</box>
directory-entry: — Frl. M., Schmilinskystr. 19 <box>601 395 790 410</box>
directory-entry: — Christian, Pferdewärter, Ulmenstrasse 38/40 <box>601 1178 868 1208</box>
directory-entry: Siebert, A., Kontorist, Normannenweg 16 <box>1191 1009 1461 1024</box>
directory-entry: Siebenberg Wwe., J., Hegestieg 20 <box>896 1685 1122 1700</box>
column-divider <box>888 176 889 1941</box>
directory-entry: — Rud., Tischler, Steilshoperstr. 58 <box>601 1645 831 1660</box>
directory-entry: Rouben M. Shohet, IR, Im- u. Export, BCto: Dtsch. Pal. B., Bst: v. Pf. 5 u. 6, T.-Adr: Rubshohet, Schleusenbrücke 8 <box>306 1884 580 1929</box>
directory-entry: — Ernst, Grünw., Bartelsstr. 79 <box>601 1423 804 1438</box>
directory-entry: Shimmels, Th., Zollassistent, Övelgönnerstrasse 11 <box>306 1775 494 1805</box>
directory-entry: — Gust., Steuerm., Danielstr. 65 <box>1191 1534 1401 1549</box>
